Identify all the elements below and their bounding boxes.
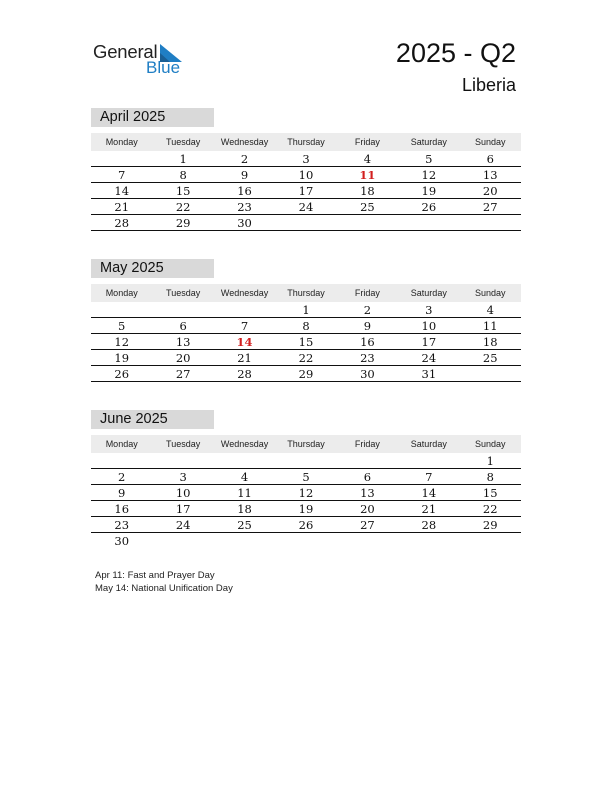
- day-cell: 1: [486, 454, 494, 468]
- day-cell: 12: [421, 168, 437, 182]
- day-cell: 31: [421, 367, 437, 381]
- month-title: June 2025: [91, 410, 214, 429]
- weekday-label: Wednesday: [220, 439, 269, 449]
- day-cell: 30: [360, 367, 375, 381]
- day-cell: 16: [360, 335, 375, 349]
- empty-day-cell: [398, 215, 459, 230]
- day-cell: 27: [482, 200, 498, 214]
- month-title: May 2025: [91, 259, 214, 278]
- day-cell: 18: [360, 184, 375, 198]
- week-row: [91, 183, 521, 199]
- day-cell: 13: [175, 335, 191, 349]
- day-cell: 26: [114, 367, 130, 381]
- empty-day-cell: [275, 533, 336, 549]
- weekday-label: Thursday: [287, 439, 325, 449]
- day-cell: 11: [359, 168, 376, 182]
- day-cell: 15: [298, 335, 314, 349]
- empty-day-cell: [398, 453, 459, 468]
- weekday-label: Sunday: [474, 439, 506, 449]
- day-cell: 16: [114, 502, 130, 516]
- day-cell: 1: [179, 152, 187, 166]
- holiday-note: May 14: National Unification Day: [95, 583, 233, 594]
- day-cell: 10: [175, 486, 191, 500]
- empty-day-cell: [214, 302, 275, 317]
- day-cell: 7: [425, 470, 433, 484]
- day-cell: 8: [486, 470, 494, 484]
- weekday-label: Wednesday: [220, 137, 269, 147]
- month-calendar-june: [91, 410, 521, 549]
- day-cell: 24: [421, 351, 437, 365]
- day-cell: 27: [360, 518, 375, 532]
- day-cell: 10: [298, 168, 314, 182]
- day-cell: 12: [114, 335, 130, 349]
- weekday-header-row: [91, 435, 521, 453]
- weekday-label: Thursday: [287, 137, 325, 147]
- day-cell: 30: [114, 534, 130, 548]
- empty-day-cell: [214, 533, 275, 549]
- day-cell: 22: [175, 200, 191, 214]
- day-cell: 29: [298, 367, 314, 381]
- day-cell: 3: [425, 303, 433, 317]
- day-cell: 15: [175, 184, 191, 198]
- day-cell: 24: [175, 518, 191, 532]
- weekday-label: Wednesday: [220, 288, 269, 298]
- day-cell: 19: [421, 184, 437, 198]
- weekday-label: Friday: [354, 288, 380, 298]
- empty-day-cell: [460, 533, 521, 549]
- day-cell: 26: [421, 200, 437, 214]
- day-cell: 20: [360, 502, 375, 516]
- empty-day-cell: [91, 453, 152, 468]
- week-row: [91, 318, 521, 334]
- weekday-label: Tuesday: [166, 288, 201, 298]
- weekday-label: Tuesday: [166, 439, 201, 449]
- day-cell: 2: [118, 470, 126, 484]
- day-cell: 5: [302, 470, 310, 484]
- empty-day-cell: [337, 453, 398, 468]
- month-calendar-may: [91, 259, 521, 382]
- day-cell: 15: [482, 486, 498, 500]
- day-cell: 19: [298, 502, 314, 516]
- empty-day-cell: [152, 302, 213, 317]
- day-cell: 11: [482, 319, 498, 333]
- weekday-label: Sunday: [474, 137, 506, 147]
- day-cell: 8: [302, 319, 310, 333]
- day-cell: 20: [482, 184, 498, 198]
- day-cell: 17: [421, 335, 437, 349]
- day-cell: 4: [363, 152, 372, 166]
- weekday-label: Monday: [105, 439, 138, 449]
- empty-day-cell: [460, 366, 521, 381]
- day-cell: 29: [482, 518, 498, 532]
- week-row: [91, 334, 521, 350]
- day-cell: 14: [114, 184, 130, 198]
- day-cell: 9: [118, 486, 126, 500]
- day-cell: 22: [298, 351, 314, 365]
- day-cell: 23: [360, 351, 375, 365]
- day-cell: 27: [175, 367, 191, 381]
- day-cell: 24: [298, 200, 314, 214]
- day-cell: 11: [237, 486, 252, 500]
- week-row: [91, 501, 521, 517]
- day-cell: 19: [114, 351, 130, 365]
- day-cell: 26: [298, 518, 314, 532]
- week-row: [91, 517, 521, 533]
- day-cell: 30: [237, 216, 252, 230]
- month-calendar-april: [91, 108, 521, 231]
- empty-day-cell: [152, 453, 213, 468]
- weekday-label: Saturday: [410, 137, 447, 147]
- day-cell: 12: [298, 486, 314, 500]
- weekday-label: Tuesday: [166, 137, 201, 147]
- empty-day-cell: [91, 151, 152, 166]
- day-cell: 1: [302, 303, 310, 317]
- day-cell: 6: [363, 470, 372, 484]
- weekday-label: Saturday: [410, 288, 447, 298]
- day-cell: 25: [237, 518, 252, 532]
- day-cell: 18: [237, 502, 252, 516]
- day-cell: 2: [363, 303, 372, 317]
- logo: [93, 40, 188, 80]
- weekday-label: Sunday: [474, 288, 506, 298]
- page-title: 2025 - Q2: [395, 38, 516, 68]
- day-cell: 7: [240, 319, 249, 333]
- day-cell: 7: [118, 168, 126, 182]
- day-cell: 18: [482, 335, 498, 349]
- weekday-label: Saturday: [410, 439, 447, 449]
- day-cell: 14: [421, 486, 437, 500]
- weekday-label: Monday: [105, 288, 138, 298]
- day-cell: 17: [298, 184, 314, 198]
- weekday-header-row: [91, 133, 521, 151]
- day-cell: 28: [237, 367, 252, 381]
- day-cell: 17: [175, 502, 191, 516]
- empty-day-cell: [275, 215, 336, 230]
- day-cell: 29: [175, 216, 191, 230]
- empty-day-cell: [337, 533, 398, 549]
- week-row: [91, 151, 521, 167]
- day-cell: 8: [179, 168, 187, 182]
- week-row: [91, 469, 521, 485]
- week-row: [91, 199, 521, 215]
- week-row: [91, 533, 521, 549]
- day-cell: 9: [240, 168, 249, 182]
- month-title: April 2025: [91, 108, 214, 127]
- day-cell: 5: [425, 152, 433, 166]
- empty-day-cell: [152, 533, 213, 549]
- empty-day-cell: [214, 453, 275, 468]
- logo-word-blue: Blue: [146, 58, 181, 77]
- weekday-label: Friday: [354, 439, 380, 449]
- weekday-label: Thursday: [287, 288, 325, 298]
- day-cell: 4: [486, 303, 494, 317]
- day-cell: 28: [114, 216, 130, 230]
- empty-day-cell: [398, 533, 459, 549]
- day-cell: 23: [237, 200, 252, 214]
- day-cell: 20: [175, 351, 191, 365]
- week-row: [91, 215, 521, 231]
- day-cell: 16: [237, 184, 252, 198]
- day-cell: 25: [482, 351, 498, 365]
- week-row: [91, 366, 521, 382]
- week-row: [91, 167, 521, 183]
- day-cell: 3: [302, 152, 310, 166]
- day-cell: 6: [179, 319, 187, 333]
- week-row: [91, 302, 521, 318]
- day-cell: 28: [421, 518, 437, 532]
- day-cell: 5: [118, 319, 126, 333]
- day-cell: 9: [363, 319, 372, 333]
- day-cell: 13: [482, 168, 498, 182]
- holiday-note: Apr 11: Fast and Prayer Day: [95, 570, 215, 581]
- week-row: [91, 350, 521, 366]
- day-cell: 14: [236, 335, 253, 349]
- week-row: [91, 453, 521, 469]
- holiday-notes: [95, 569, 233, 595]
- week-row: [91, 485, 521, 501]
- day-cell: 13: [360, 486, 375, 500]
- country-name: Liberia: [461, 75, 516, 95]
- day-cell: 25: [360, 200, 375, 214]
- weekday-label: Monday: [105, 137, 138, 147]
- empty-day-cell: [337, 215, 398, 230]
- day-cell: 4: [240, 470, 249, 484]
- day-cell: 23: [114, 518, 130, 532]
- empty-day-cell: [460, 215, 521, 230]
- day-cell: 21: [237, 351, 252, 365]
- day-cell: 21: [421, 502, 437, 516]
- day-cell: 3: [179, 470, 187, 484]
- day-cell: 2: [240, 152, 249, 166]
- day-cell: 10: [421, 319, 437, 333]
- logo-word-general: General: [93, 41, 158, 62]
- day-cell: 21: [114, 200, 130, 214]
- weekday-header-row: [91, 284, 521, 302]
- weekday-label: Friday: [354, 137, 380, 147]
- day-cell: 22: [482, 502, 498, 516]
- empty-day-cell: [275, 453, 336, 468]
- empty-day-cell: [91, 302, 152, 317]
- day-cell: 6: [486, 152, 494, 166]
